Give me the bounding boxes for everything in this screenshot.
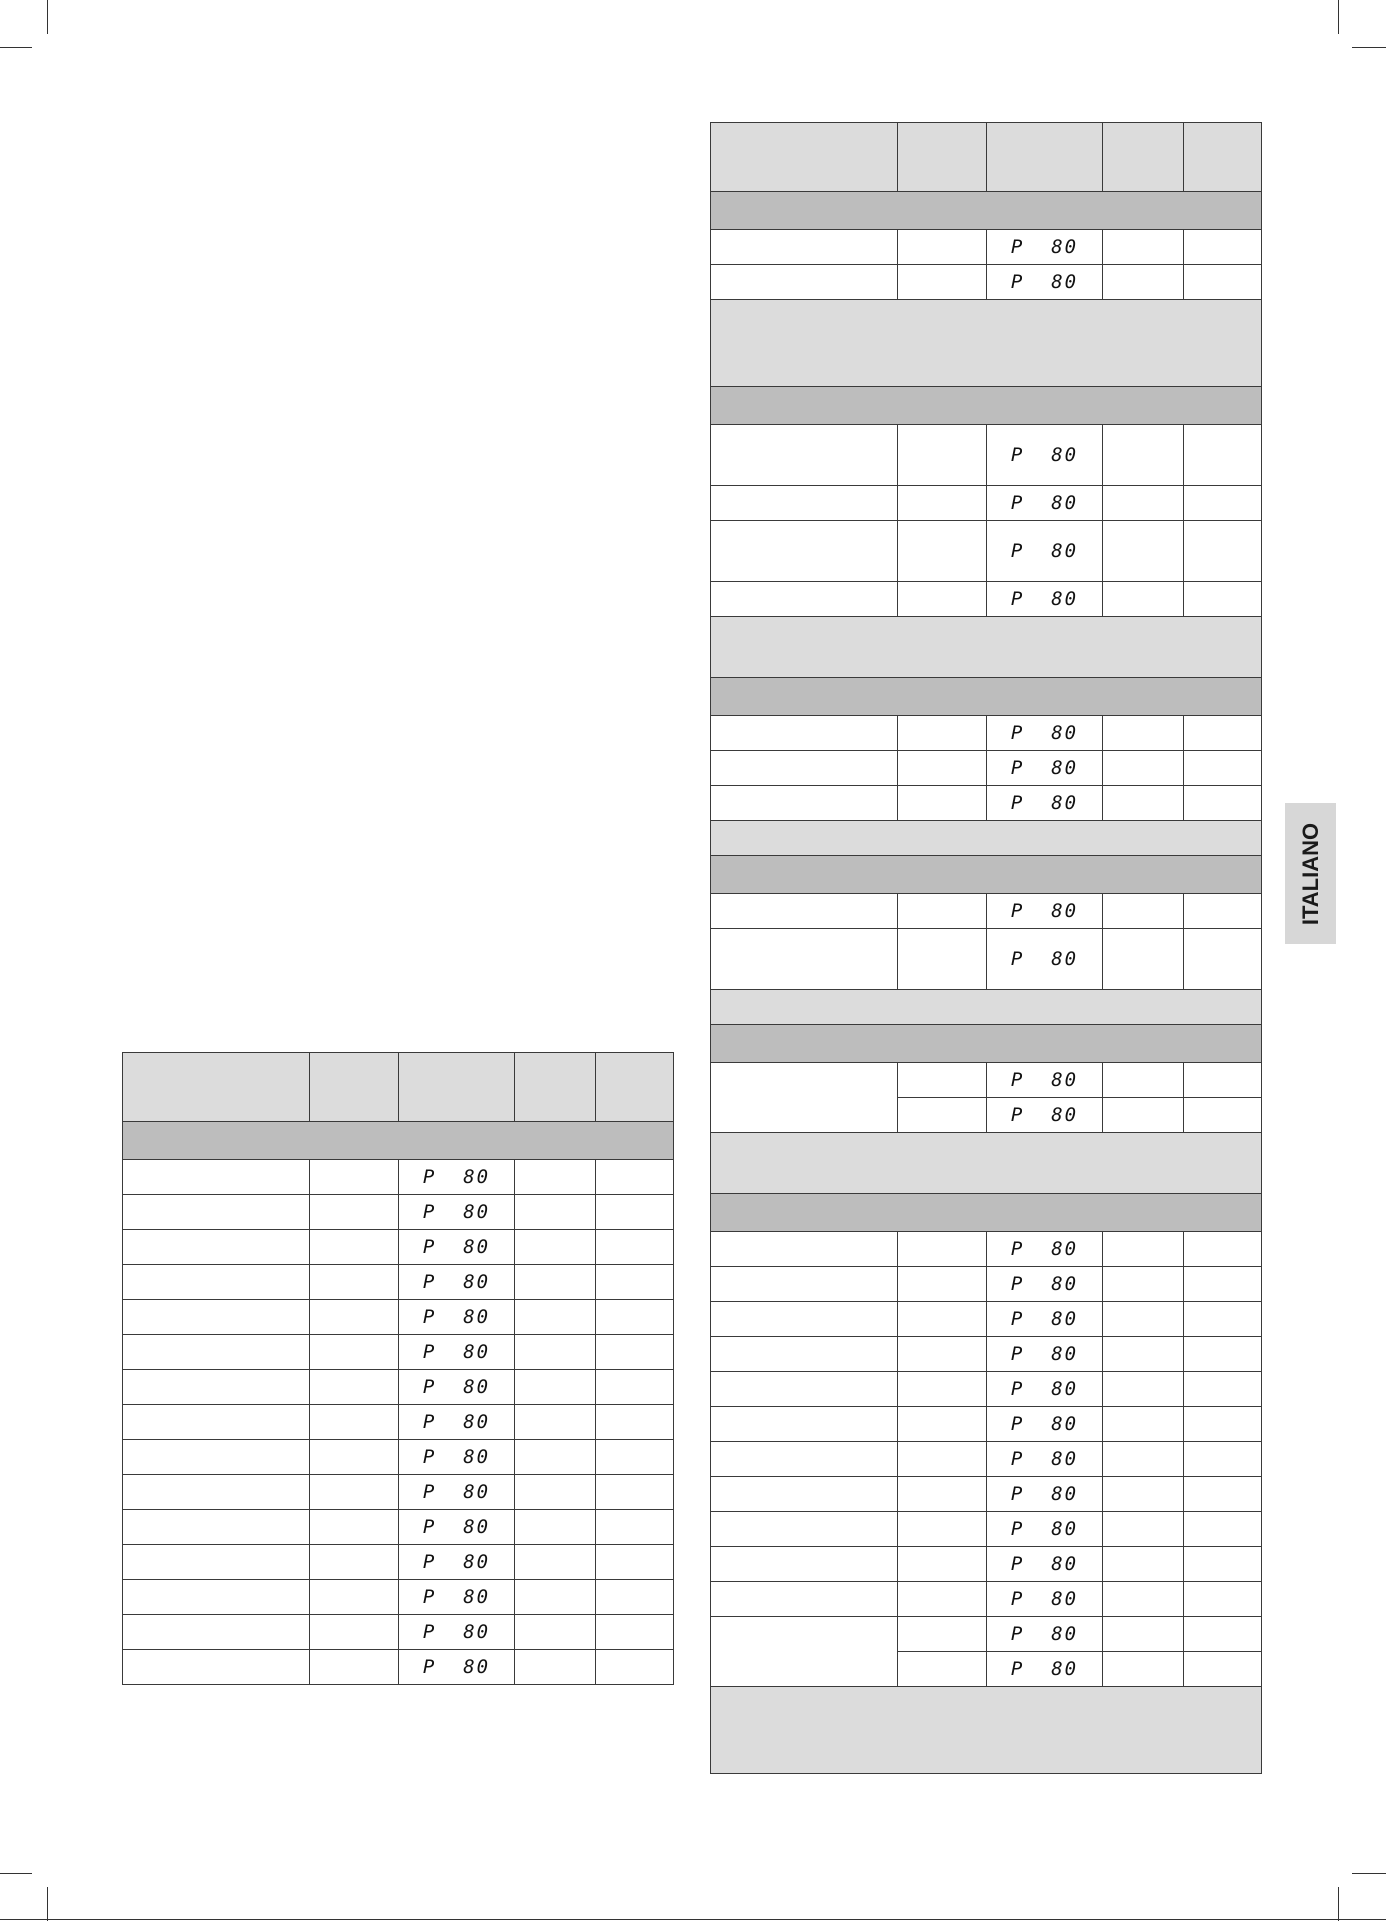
display-readout: P 80: [1010, 1104, 1079, 1126]
table-row: [711, 265, 1262, 300]
display-readout: P 80: [422, 1376, 491, 1398]
table-row: [711, 751, 1262, 786]
display-readout: P 80: [422, 1481, 491, 1503]
table-row: [123, 1370, 674, 1405]
table-row: [711, 1232, 1262, 1267]
display-readout: P 80: [1010, 757, 1079, 779]
table-header-row: [123, 1053, 674, 1122]
display-readout: P 80: [1010, 492, 1079, 514]
crop-mark: [1338, 1887, 1339, 1921]
table-row: [711, 1372, 1262, 1407]
table-row: [711, 1547, 1262, 1582]
display-readout: P 80: [1010, 1273, 1079, 1295]
display-readout: P 80: [1010, 948, 1079, 970]
note-row: [711, 990, 1262, 1025]
table-row: [123, 1335, 674, 1370]
crop-mark: [1352, 1873, 1386, 1874]
crop-mark: [0, 47, 32, 48]
table-row: [123, 1195, 674, 1230]
table-row: [711, 425, 1262, 486]
display-readout: P 80: [1010, 1483, 1079, 1505]
table-row: [711, 1477, 1262, 1512]
table-row: [711, 1063, 1262, 1098]
table-row: [123, 1475, 674, 1510]
table-row: [123, 1265, 674, 1300]
table-row: [123, 1405, 674, 1440]
display-readout: P 80: [422, 1621, 491, 1643]
display-readout: P 80: [422, 1236, 491, 1258]
table-row: [123, 1650, 674, 1685]
table-row: [123, 1510, 674, 1545]
note-row: [711, 1133, 1262, 1194]
display-readout: P 80: [1010, 444, 1079, 466]
category-row: [711, 678, 1262, 716]
table-row: [711, 716, 1262, 751]
table-row: [711, 1512, 1262, 1547]
display-readout: P 80: [422, 1446, 491, 1468]
table-row: [711, 1617, 1262, 1652]
display-readout: P 80: [422, 1411, 491, 1433]
crop-mark: [0, 1873, 32, 1874]
program-table-left: [122, 1052, 674, 1685]
display-readout: P 80: [1010, 1378, 1079, 1400]
display-readout: P 80: [1010, 1553, 1079, 1575]
display-readout: P 80: [1010, 236, 1079, 258]
category-row: [711, 192, 1262, 230]
language-tab: [1285, 803, 1336, 944]
table-row: [711, 521, 1262, 582]
category-row: [711, 1025, 1262, 1063]
display-readout: P 80: [1010, 588, 1079, 610]
display-readout: P 80: [1010, 1623, 1079, 1645]
display-readout: P 80: [1010, 1308, 1079, 1330]
display-readout: P 80: [422, 1516, 491, 1538]
display-readout: P 80: [1010, 900, 1079, 922]
category-row: [711, 856, 1262, 894]
note-row: [711, 300, 1262, 387]
table-row: [711, 486, 1262, 521]
display-readout: P 80: [422, 1656, 491, 1678]
display-readout: P 80: [422, 1551, 491, 1573]
table-row: [711, 1442, 1262, 1477]
table-row: [123, 1230, 674, 1265]
table-row: [711, 230, 1262, 265]
display-readout: P 80: [1010, 722, 1079, 744]
note-row: [711, 821, 1262, 856]
display-readout: P 80: [422, 1271, 491, 1293]
display-readout: P 80: [1010, 1518, 1079, 1540]
table-row: [711, 894, 1262, 929]
table-row: [711, 582, 1262, 617]
crop-mark: [1338, 0, 1339, 34]
table-row: [711, 786, 1262, 821]
table-row: [711, 1267, 1262, 1302]
display-readout: P 80: [1010, 271, 1079, 293]
table-row: [123, 1440, 674, 1475]
table-row: [123, 1580, 674, 1615]
table-row: [711, 1337, 1262, 1372]
category-row: [711, 387, 1262, 425]
display-readout: P 80: [1010, 1658, 1079, 1680]
table-row: [711, 1407, 1262, 1442]
display-readout: P 80: [1010, 1343, 1079, 1365]
display-readout: P 80: [1010, 540, 1079, 562]
category-row: [123, 1122, 674, 1160]
crop-mark: [1352, 47, 1386, 48]
display-readout: P 80: [422, 1341, 491, 1363]
display-readout: P 80: [422, 1201, 491, 1223]
table-row: [711, 929, 1262, 990]
display-readout: P 80: [422, 1586, 491, 1608]
crop-mark: [47, 0, 48, 34]
crop-mark: [47, 1887, 48, 1921]
display-readout: P 80: [1010, 1238, 1079, 1260]
table-row: [123, 1615, 674, 1650]
display-readout: P 80: [422, 1306, 491, 1328]
note-row: [711, 1687, 1262, 1774]
table-row: [123, 1160, 674, 1195]
display-readout: P 80: [1010, 1588, 1079, 1610]
program-table-right: [710, 122, 1262, 1774]
table-row: [711, 1582, 1262, 1617]
display-readout: P 80: [1010, 792, 1079, 814]
language-tab-label: ITALIANO: [1297, 822, 1323, 925]
bottom-rule: [0, 1919, 1386, 1920]
display-readout: P 80: [1010, 1448, 1079, 1470]
table-header-row: [711, 123, 1262, 192]
category-row: [711, 1194, 1262, 1232]
table-row: [123, 1545, 674, 1580]
table-row: [711, 1302, 1262, 1337]
note-row: [711, 617, 1262, 678]
display-readout: P 80: [1010, 1413, 1079, 1435]
display-readout: P 80: [422, 1166, 491, 1188]
table-row: [123, 1300, 674, 1335]
display-readout: P 80: [1010, 1069, 1079, 1091]
